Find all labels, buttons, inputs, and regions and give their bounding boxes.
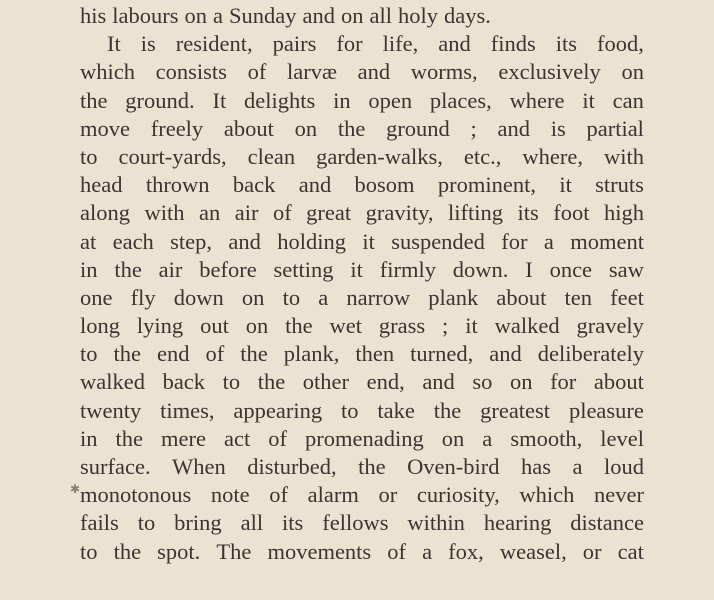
text-line: in the mere act of promenading on a smooth, level (80, 425, 644, 451)
text-line: surface. When disturbed, the Oven-bird has a loud (80, 454, 644, 479)
text-line: fails to bring all its fellows within hearing distance (80, 510, 644, 536)
text-line: in the air before setting it firmly down. I once saw (80, 256, 644, 282)
book-page-text (80, 2, 644, 566)
text-line: along with an air of great gravity, lifting its foot high (80, 200, 644, 226)
text-line: long lying out on the wet grass ; it walked gravely (80, 313, 644, 339)
text-line: head thrown back and bosom prominent, it struts (80, 172, 644, 198)
text-line: to the end of the plank, then turned, and deliberately (80, 341, 644, 367)
text-line: walked back to the other end, and so on for about (80, 369, 644, 395)
text-line: twenty times, appearing to take the greatest pleasure (80, 397, 644, 423)
ink-speck: ✱ (70, 482, 81, 496)
text-line: one fly down on to a narrow plank about ten feet (80, 284, 644, 310)
text-line: the ground. It delights in open places, where it can (80, 87, 644, 113)
text-line: to the spot. The movements of a fox, weasel, or cat (80, 538, 644, 564)
text-line: at each step, and holding it suspended for a moment (80, 228, 644, 254)
text-line: his labours on a Sunday and on all holy days. (80, 3, 491, 28)
text-line: to court-yards, clean garden-walks, etc., where, with (80, 143, 644, 169)
text-line: which consists of larvæ and worms, exclusively on (80, 59, 644, 85)
text-line: move freely about on the ground ; and is partial (80, 115, 644, 141)
text-line: It is resident, pairs for life, and finds its food, (107, 31, 644, 57)
text-line: monotonous note of alarm or curiosity, which never (80, 482, 644, 508)
